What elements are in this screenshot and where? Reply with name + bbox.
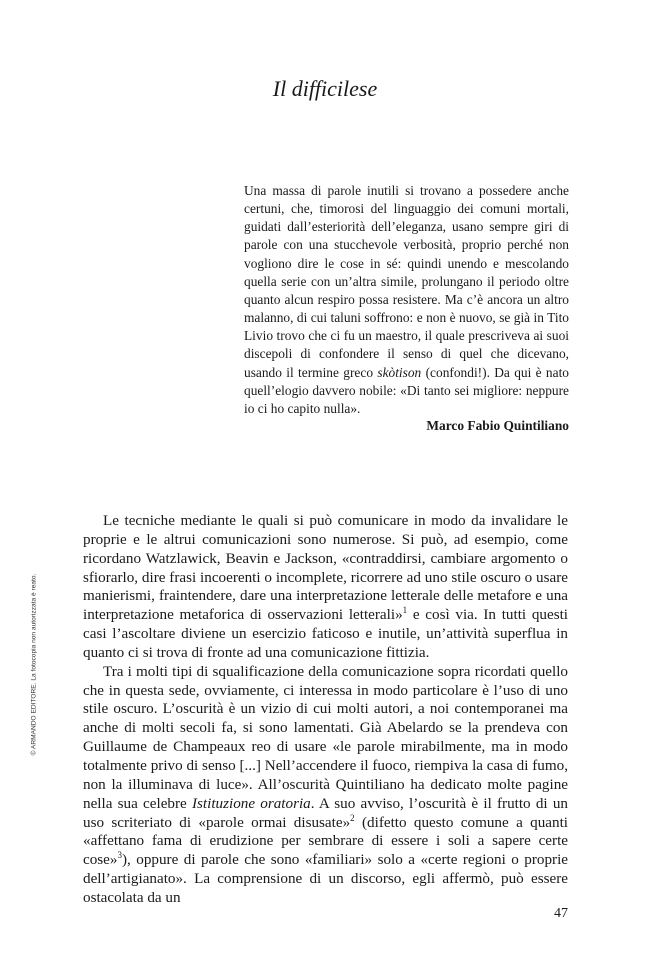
chapter-title: Il difficilese bbox=[272, 76, 378, 101]
epigraph-author: Marco Fabio Quintiliano bbox=[426, 418, 569, 433]
copyright-margin-note bbox=[28, 567, 40, 767]
footnote-ref-1: 1 bbox=[402, 605, 408, 616]
paragraph-1-part-2: e così via. In tutti questi casi l’ascoltare diviene un esercizio faticoso e inutile, un’attività superflua in quanto ci si trova di fronte ad una comunicazione fittizia. bbox=[83, 606, 568, 661]
page-number: 47 bbox=[554, 906, 568, 921]
footnote-ref-2: 2 bbox=[350, 812, 355, 823]
epigraph-text-part-2: (confondi!). Da qui è nato quell’elogio davvero nobile: «Di tanto sei migliore: neppure io ci ho capito nulla». bbox=[244, 364, 569, 416]
epigraph-text bbox=[244, 182, 569, 418]
paragraph-2-part-3: (difetto questo comune a quanti «affettano fama di erudizione per sembrare di essere i soli a sapere certe cose» bbox=[83, 813, 568, 869]
paragraph-2-part-4: ), oppure di parole che sono «familiari» solo a «certe regioni o proprie dell’artigianato». La comprensione di un discorso, egli affermò, può essere ostacolata da un bbox=[83, 851, 568, 906]
body-text bbox=[83, 512, 568, 908]
footnote-ref-3: 3 bbox=[117, 850, 122, 861]
work-title: Istituzione oratoria bbox=[191, 794, 311, 812]
paragraph-2 bbox=[83, 663, 568, 908]
copyright-text: © ARMANDO EDITORE. La fotocopia non autorizzata è reato. bbox=[30, 573, 38, 756]
paragraph-1-part-1: Le tecniche mediante le quali si può comunicare in modo da invalidare le proprie e le altrui comunicazioni sono numerose. Si può, ad esempio, come ricordano Watzlawick, Beavin e Jackson, «contraddirsi, cambiare argomento o sfiorarlo, dire frasi incoerenti o incomplete, ricorrere ad uno stile oscuro o usare manierismi, fraintendere, dare una interpretazione letterale delle metafore e una interpretazione metaforica di osservazioni letterali» bbox=[83, 512, 568, 624]
epigraph-text-part-1: Una massa di parole inutili si trovano a possedere anche certuni, che, timorosi del linguaggio dei comuni mortali, guidati dall’esteriorità dell’eleganza, usano sempre giri di parole con una stucchevole verbosità, proprio perché non vogliono dire le cose in sé: quindi unendo e mescolando quella serie con un’altra simile, prolungano il periodo oltre quanto alcun respiro possa resistere. Ma c’è ancora un altro malanno, di cui taluni soffrono: e non è nuovo, se già in Tito Livio trovo che ci fu un maestro, il quale prescriveva ai suoi discepoli di confondere il senso di quel che dicevano, usando il termine greco bbox=[244, 183, 569, 380]
paragraph-1 bbox=[83, 512, 568, 663]
paragraph-2-part-2: . A suo avviso, l’oscurità è il frutto di un uso scriteriato di «parole ormai disusate» bbox=[83, 794, 568, 831]
epigraph-greek-term: skòtison bbox=[377, 364, 422, 380]
paragraph-2-part-1: Tra i molti tipi di squalificazione della comunicazione sopra ricordati quello che in questa sede, ovviamente, ci interessa in modo particolare è l’uso di uno stile oscuro. L’oscurità è un vizio di cui molti autori, a noi contemporanei ma anche di molti secoli fa, si sono lamentati. Già Abelardo se la prendeva con Guillaume de Champeaux reo di usare «le parole mirabilmente, ma in modo totalmente privo di senso [...] Nell’accendere il fuoco, riempiva la casa di fumo, non la illuminava di luce». All’oscurità Quintiliano ha dedicato molte pagine nella sua celebre bbox=[83, 662, 568, 812]
